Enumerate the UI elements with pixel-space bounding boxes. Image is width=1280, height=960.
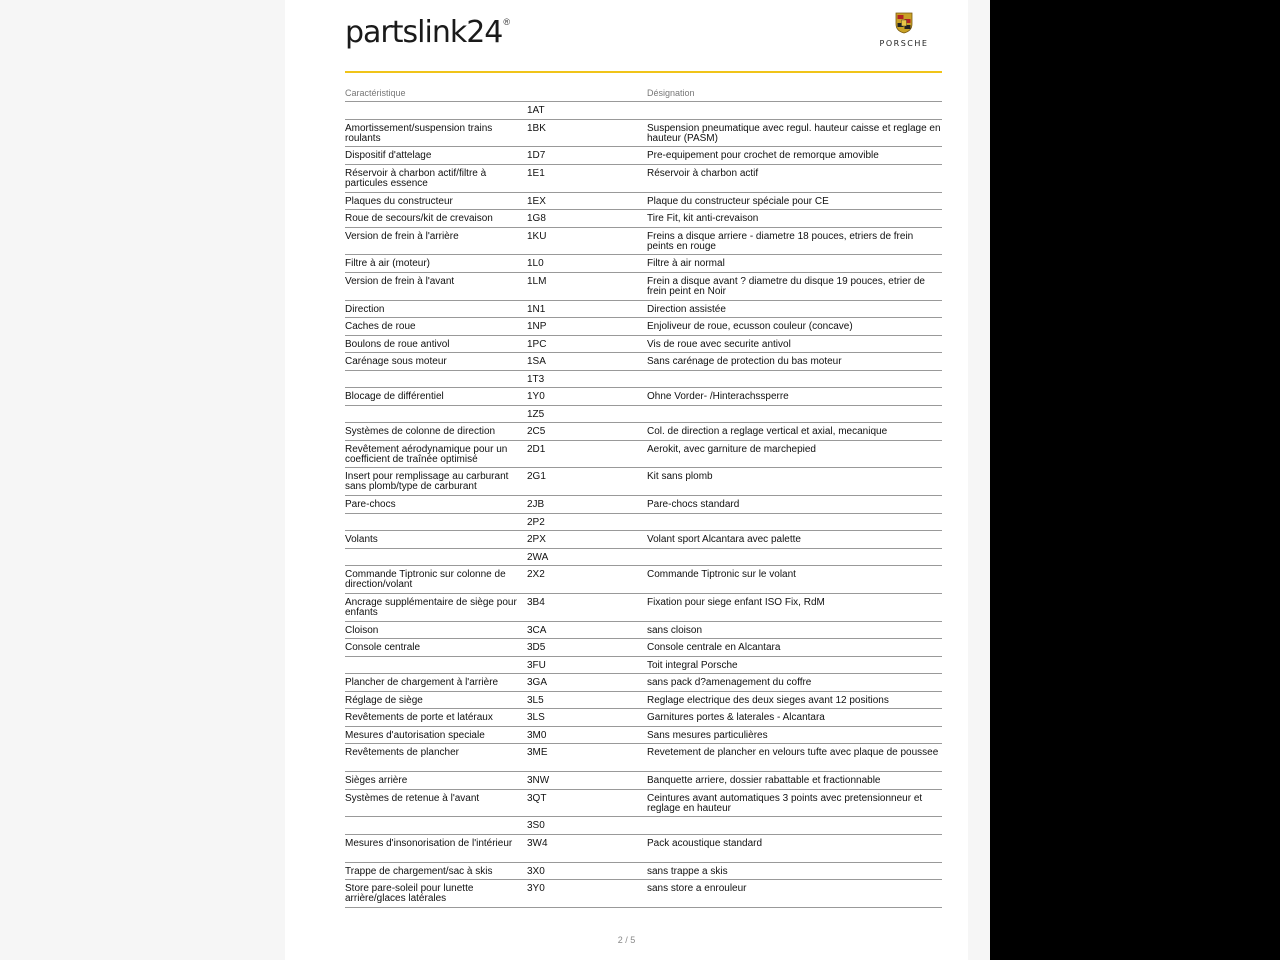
cell-code: 1KU [527,227,647,255]
porsche-wordmark: PORSCHE [879,39,929,48]
cell-caracteristique: Commande Tiptronic sur colonne de direction/volant [345,566,527,594]
header-caracteristique: Caractéristique [345,87,527,102]
cell-caracteristique: Mesures d'autorisation speciale [345,726,527,744]
registered-mark: ® [503,17,511,27]
cell-designation: Ceintures avant automatiques 3 points avec pretensionneur et reglage en hauteur [647,789,942,817]
table-row [345,102,942,120]
cell-designation: Toit integral Porsche [647,656,942,674]
viewer-background-left [0,0,285,960]
cell-caracteristique: Blocage de différentiel [345,388,527,406]
cell-designation: Kit sans plomb [647,468,942,496]
table-row [345,405,942,423]
cell-caracteristique: Roue de secours/kit de crevaison [345,210,527,228]
table-row [345,210,942,228]
table-row [345,548,942,566]
table-row [345,119,942,147]
cell-designation [647,405,942,423]
cell-caracteristique: Store pare-soleil pour lunette arrière/glaces latérales [345,880,527,908]
cell-code: 1L0 [527,255,647,273]
cell-caracteristique: Trappe de chargement/sac à skis [345,862,527,880]
cell-code: 1G8 [527,210,647,228]
cell-code: 3NW [527,772,647,790]
cell-caracteristique: Revêtements de plancher [345,744,527,772]
cell-code: 1E1 [527,164,647,192]
options-table [345,87,942,908]
cell-caracteristique: Version de frein à l'avant [345,272,527,300]
table-row [345,566,942,594]
cell-designation: Suspension pneumatique avec regul. hauteur caisse et reglage en hauteur (PASM) [647,119,942,147]
table-row [345,192,942,210]
table-row [345,789,942,817]
cell-designation: sans cloison [647,621,942,639]
cell-designation: Filtre à air normal [647,255,942,273]
table-row [345,862,942,880]
table-row [345,353,942,371]
cell-designation: Plaque du constructeur spéciale pour CE [647,192,942,210]
cell-code: 3W4 [527,834,647,862]
cell-code: 1AT [527,102,647,120]
cell-caracteristique: Cloison [345,621,527,639]
table-row [345,300,942,318]
cell-designation [647,513,942,531]
cell-code: 2G1 [527,468,647,496]
porsche-crest-icon [894,12,914,34]
table-row [345,370,942,388]
cell-caracteristique: Revêtement aérodynamique pour un coefficient de traînée optimisé [345,440,527,468]
table-row [345,468,942,496]
cell-caracteristique: Systèmes de retenue à l'avant [345,789,527,817]
cell-designation: Pare-chocs standard [647,496,942,514]
porsche-logo [868,12,940,50]
cell-caracteristique: Réglage de siège [345,691,527,709]
cell-code: 3ME [527,744,647,772]
table-row [345,656,942,674]
cell-code: 2JB [527,496,647,514]
cell-caracteristique [345,548,527,566]
cell-caracteristique: Amortissement/suspension trains roulants [345,119,527,147]
cell-designation: Réservoir à charbon actif [647,164,942,192]
cell-caracteristique: Direction [345,300,527,318]
cell-code: 3X0 [527,862,647,880]
table-row [345,621,942,639]
cell-code: 2WA [527,548,647,566]
table-row [345,817,942,835]
cell-designation [647,817,942,835]
cell-code: 3FU [527,656,647,674]
cell-caracteristique: Volants [345,531,527,549]
cell-code: 1T3 [527,370,647,388]
cell-caracteristique: Filtre à air (moteur) [345,255,527,273]
table-row [345,423,942,441]
cell-caracteristique [345,405,527,423]
cell-designation: Pack acoustique standard [647,834,942,862]
cell-caracteristique: Mesures d'insonorisation de l'intérieur [345,834,527,862]
cell-code: 1Y0 [527,388,647,406]
logo-text: partslink24 [345,15,503,50]
cell-caracteristique: Ancrage supplémentaire de siège pour enfants [345,594,527,622]
cell-code: 3M0 [527,726,647,744]
cell-code: 1NP [527,318,647,336]
cell-designation: Aerokit, avec garniture de marchepied [647,440,942,468]
cell-designation: Reglage electrique des deux sieges avant 12 positions [647,691,942,709]
table-row [345,227,942,255]
table-row [345,772,942,790]
cell-code: 1Z5 [527,405,647,423]
table-row [345,726,942,744]
cell-designation: Ohne Vorder- /Hinterachssperre [647,388,942,406]
cell-designation: Console centrale en Alcantara [647,639,942,657]
cell-code: 2PX [527,531,647,549]
table-row [345,834,942,862]
cell-caracteristique [345,656,527,674]
cell-designation: Fixation pour siege enfant ISO Fix, RdM [647,594,942,622]
cell-caracteristique: Systèmes de colonne de direction [345,423,527,441]
header-accent-rule [345,71,942,73]
cell-code: 3LS [527,709,647,727]
cell-designation: Frein a disque avant ? diametre du disque 19 pouces, etrier de frein peint en Noir [647,272,942,300]
table-row [345,164,942,192]
cell-caracteristique: Version de frein à l'arrière [345,227,527,255]
cell-designation: Volant sport Alcantara avec palette [647,531,942,549]
table-row [345,709,942,727]
partslink24-logo [345,14,510,56]
cell-code: 3S0 [527,817,647,835]
cell-designation [647,548,942,566]
table-row [345,255,942,273]
table-row [345,594,942,622]
cell-code: 2D1 [527,440,647,468]
cell-caracteristique: Pare-chocs [345,496,527,514]
cell-caracteristique [345,102,527,120]
table-row [345,147,942,165]
cell-designation: Tire Fit, kit anti-crevaison [647,210,942,228]
cell-code: 1SA [527,353,647,371]
table-row [345,388,942,406]
cell-designation: Direction assistée [647,300,942,318]
cell-designation: Pre-equipement pour crochet de remorque amovible [647,147,942,165]
cell-designation: Revetement de plancher en velours tufte avec plaque de poussee [647,744,942,772]
cell-code: 1PC [527,335,647,353]
cell-designation [647,370,942,388]
cell-caracteristique: Dispositif d'attelage [345,147,527,165]
cell-code: 3B4 [527,594,647,622]
cell-code: 3QT [527,789,647,817]
table-row [345,691,942,709]
cell-caracteristique: Réservoir à charbon actif/filtre à particules essence [345,164,527,192]
cell-caracteristique: Boulons de roue antivol [345,335,527,353]
cell-caracteristique: Sièges arrière [345,772,527,790]
cell-designation [647,102,942,120]
cell-caracteristique: Insert pour remplissage au carburant sans plomb/type de carburant [345,468,527,496]
table-row [345,440,942,468]
cell-caracteristique: Revêtements de porte et latéraux [345,709,527,727]
cell-designation: sans store a enrouleur [647,880,942,908]
table-row [345,744,942,772]
cell-designation: Banquette arriere, dossier rabattable et fractionnable [647,772,942,790]
cell-code: 1BK [527,119,647,147]
cell-code: 2C5 [527,423,647,441]
table-row [345,513,942,531]
cell-caracteristique [345,370,527,388]
cell-caracteristique: Plaques du constructeur [345,192,527,210]
cell-code: 1N1 [527,300,647,318]
cell-code: 2X2 [527,566,647,594]
cell-code: 1EX [527,192,647,210]
page-number: 2 / 5 [617,935,636,945]
table-row [345,880,942,908]
table-row [345,496,942,514]
cell-code: 3Y0 [527,880,647,908]
cell-caracteristique: Caches de roue [345,318,527,336]
table-row [345,318,942,336]
cell-designation: Commande Tiptronic sur le volant [647,566,942,594]
cell-designation: Sans mesures particulières [647,726,942,744]
viewer-background-right [968,0,990,960]
cell-code: 3CA [527,621,647,639]
table-row [345,531,942,549]
header-designation: Désignation [647,87,942,102]
cell-code: 3D5 [527,639,647,657]
table-row [345,639,942,657]
table-row [345,272,942,300]
cell-designation: sans pack d?amenagement du coffre [647,674,942,692]
cell-code: 1D7 [527,147,647,165]
cell-code: 1LM [527,272,647,300]
cell-designation: Enjoliveur de roue, ecusson couleur (concave) [647,318,942,336]
cell-caracteristique [345,817,527,835]
cell-designation: Sans carénage de protection du bas moteur [647,353,942,371]
cell-code: 3L5 [527,691,647,709]
cell-designation: Garnitures portes & laterales - Alcantara [647,709,942,727]
cell-designation: Freins a disque arriere - diametre 18 pouces, etriers de frein peints en rouge [647,227,942,255]
cell-caracteristique [345,513,527,531]
table-header-row [345,87,942,102]
cell-code: 3GA [527,674,647,692]
cell-caracteristique: Carénage sous moteur [345,353,527,371]
cell-designation: Vis de roue avec securite antivol [647,335,942,353]
cell-designation: Col. de direction a reglage vertical et axial, mecanique [647,423,942,441]
cell-caracteristique: Console centrale [345,639,527,657]
cell-caracteristique: Plancher de chargement à l'arrière [345,674,527,692]
side-black-panel [990,0,1280,960]
cell-designation: sans trappe a skis [647,862,942,880]
table-row [345,674,942,692]
table-row [345,335,942,353]
header-code [527,87,647,102]
cell-code: 2P2 [527,513,647,531]
